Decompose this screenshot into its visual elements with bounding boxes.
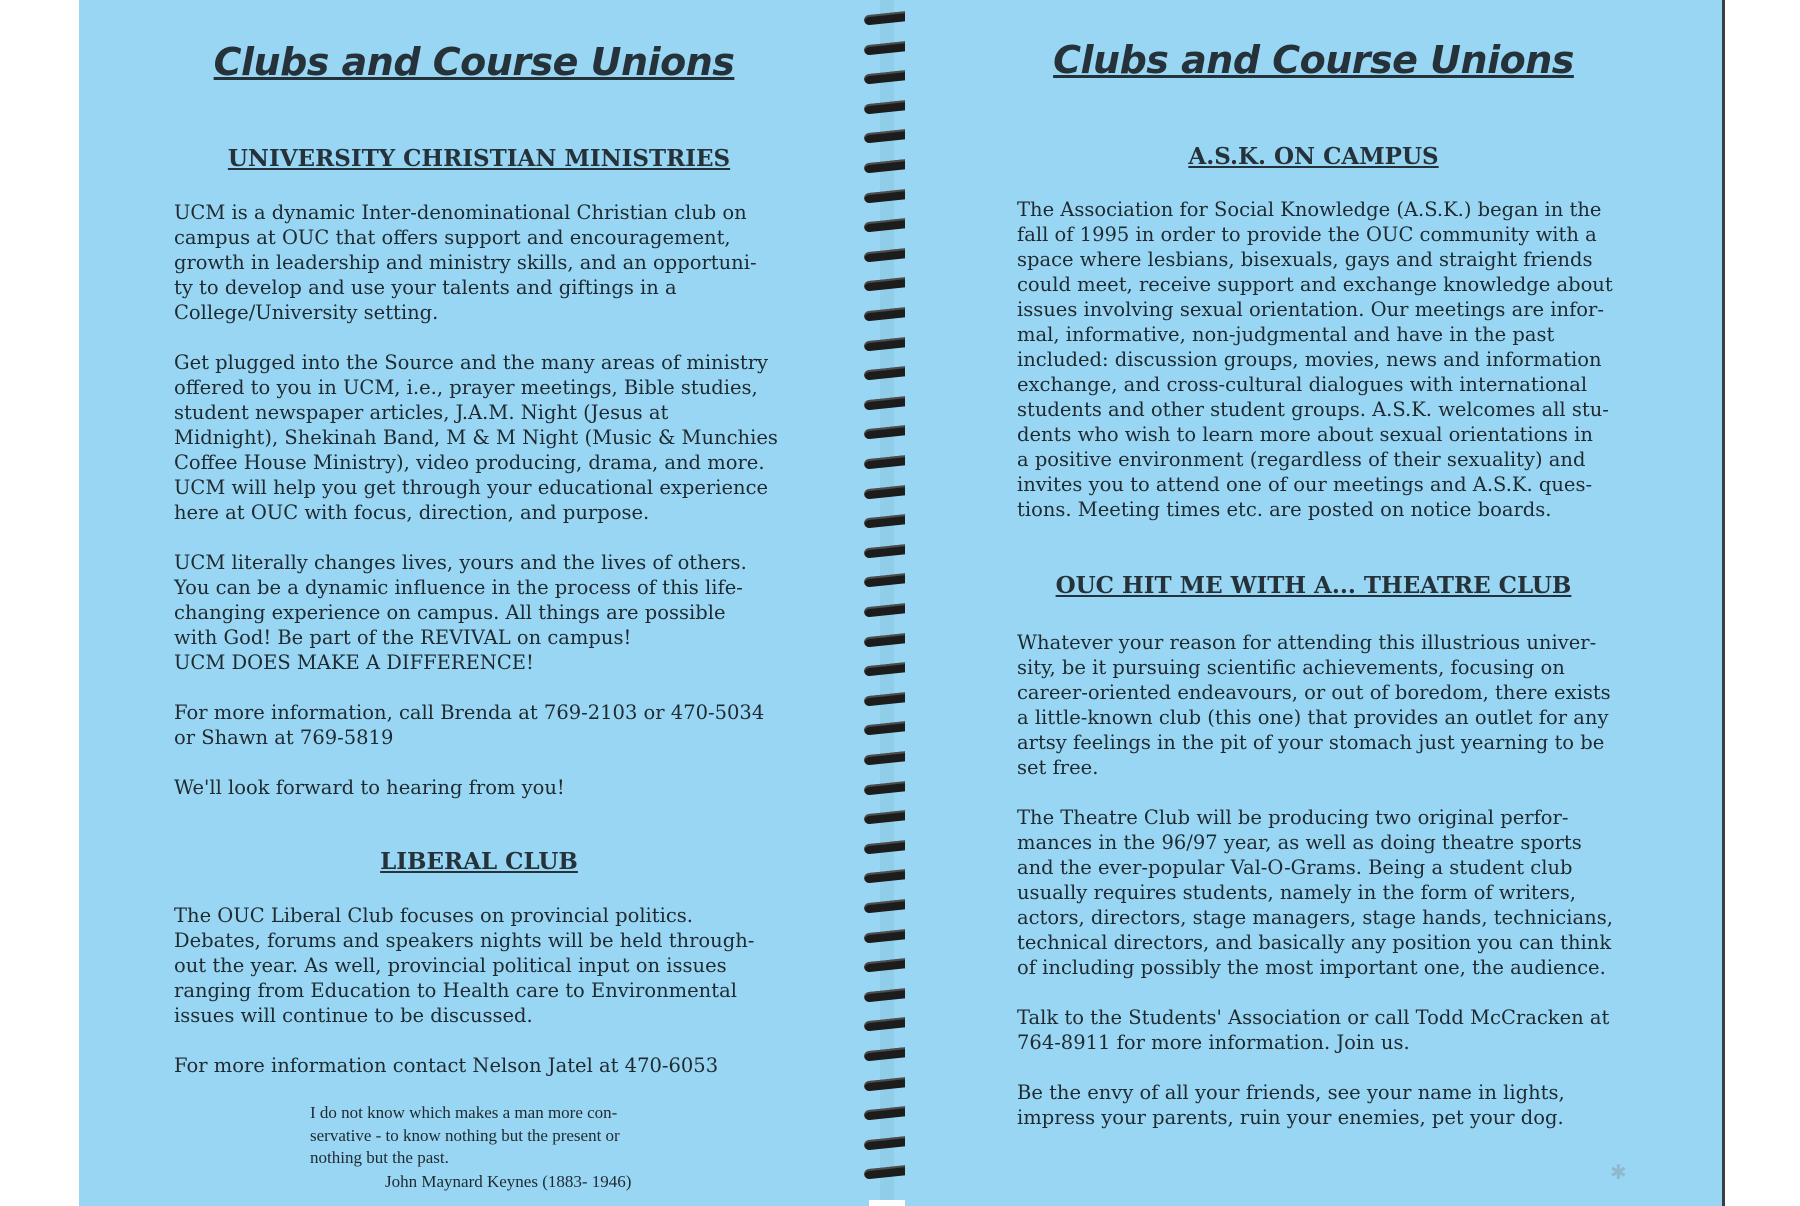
liberal-club-contact: For more information contact Nelson Jatel at 470-6053 bbox=[174, 1054, 719, 1077]
ucm-paragraph-2: Get plugged into the Source and the many areas of ministry offered to you in UCM, i.e., prayer meetings, Bible studies, student newspaper articles, J.A.M. Night (Jesus at Midnight), Shekinah Band, M & M Night (Music & Munchies Coffee House Ministry), video producing, drama, and more. UCM will help you get through your educational experience here at OUC with focus, direction, and purpose. bbox=[174, 351, 778, 524]
ask-paragraph: The Association for Social Knowledge (A.S.K.) began in the fall of 1995 in order to provide the OUC community with a space where lesbians, bisexuals, gays and straight friends could meet, receive support and exchange knowledge about issues involving sexual orientation. Our meetings are infor- mal, informative, non-judgmental and have in the past included: discussion groups, movies, news and information exchange, and cross-cultural dialogues with international students and other student groups. A.S.K. welcomes all stu- dents who wish to learn more about sexual orientations in a positive environment (regardless of their sexuality) and invites you to attend one of our meetings and A.S.K. ques- tions. Meeting times etc. are posted on notice boards. bbox=[1017, 198, 1613, 521]
liberal-club-heading: LIBERAL CLUB bbox=[380, 848, 578, 875]
ucm-paragraph-3: UCM literally changes lives, yours and the lives of others. You can be a dynamic influence in the process of this life- changing experience on campus. All things are possible with God! Be part of the REVIVAL on campus! UCM DOES MAKE A DIFFERENCE! bbox=[174, 551, 747, 674]
ucm-heading: UNIVERSITY CHRISTIAN MINISTRIES bbox=[227, 145, 731, 172]
right-page bbox=[905, 0, 1725, 1206]
ucm-contact: For more information, call Brenda at 769-2103 or 470-5034 or Shawn at 769-5819 bbox=[174, 701, 765, 749]
right-page-banner: Clubs and Course Unions bbox=[1053, 38, 1574, 82]
left-page-banner: Clubs and Course Unions bbox=[213, 40, 735, 84]
theatre-paragraph-2: The Theatre Club will be producing two original perfor- mances in the 96/97 year, as well as doing theatre sports and the ever-popular Val-O-Grams. Being a student club usually requires students, namely in the form of writers, actors, directors, stage managers, stage hands, technicians, technical directors, and basically any position you can think of including possibly the most important one, the audience. bbox=[1017, 806, 1613, 979]
liberal-club-paragraph: The OUC Liberal Club focuses on provincial politics. Debates, forums and speakers nights will be held through- out the year. As well, provincial political input on issues ranging from Education to Health care to Environmental issues will continue to be discussed. bbox=[174, 904, 755, 1027]
keynes-quote: I do not know which makes a man more con- servative - to know nothing but the present or nothing but the past. bbox=[310, 1103, 620, 1167]
theatre-club-heading: OUC HIT ME WITH A... THEATRE CLUB bbox=[1055, 572, 1572, 599]
ucm-closing: We'll look forward to hearing from you! bbox=[174, 776, 565, 799]
ask-heading: A.S.K. ON CAMPUS bbox=[1188, 143, 1439, 170]
ucm-paragraph-1: UCM is a dynamic Inter-denominational Christian club on campus at OUC that offers support and encouragement, growth in leadership and ministry skills, and an opportuni- ty to develop and use your talents and giftings in a College/University setting. bbox=[174, 201, 757, 324]
left-page bbox=[79, 0, 869, 1206]
theatre-paragraph-1: Whatever your reason for attending this illustrious univer- sity, be it pursuing scientific achievements, focusing on career-oriented endeavours, or out of boredom, there exists a little-known club (this one) that provides an outlet for any artsy feelings in the pit of your stomach just yearning to be set free. bbox=[1017, 631, 1611, 779]
theatre-contact: Talk to the Students' Association or call Todd McCracken at 764-8911 for more information. Join us. bbox=[1017, 1006, 1610, 1054]
keynes-quote-author: John Maynard Keynes (1883- 1946) bbox=[385, 1172, 632, 1191]
paper-smudge-mark: ✱ bbox=[1610, 1160, 1627, 1184]
theatre-closing: Be the envy of all your friends, see your name in lights, impress your parents, ruin your enemies, pet your dog. bbox=[1017, 1081, 1565, 1129]
